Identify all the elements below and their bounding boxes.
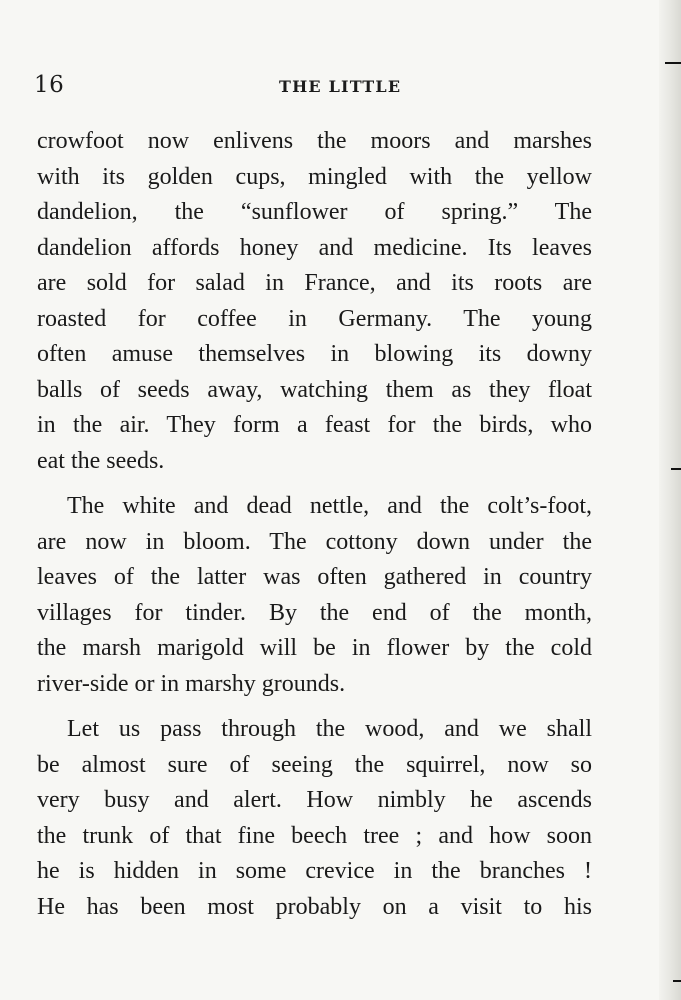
text-line: crowfoot now enlivens the moors and marshes [37,128,592,154]
text-line: Let us pass through the wood, and we shall [67,716,592,742]
text-line: he is hidden in some crevice in the branches ! [37,858,592,884]
text-line: dandelion, the “sunflower of spring.” The [37,199,592,225]
edge-mark [671,468,681,470]
running-head: THE LITTLE [279,77,402,96]
paragraph [37,489,592,702]
text-line: are sold for salad in France, and its roots are [37,270,592,296]
text-line: balls of seeds away, watching them as they float [37,376,592,403]
text-line: with its golden cups, mingled with the yellow [37,163,592,190]
page-number: 16 [34,72,65,98]
text-line: leaves of the latter was often gathered in country [37,564,592,590]
text-line: roasted for coffee in Germany. The young [37,305,592,332]
text-line: eat the seeds. [37,447,165,474]
page-header [34,72,594,102]
page-edge [659,0,681,1000]
text-line: in the air. They form a feast for the birds, who [37,412,592,438]
paragraph [37,712,592,925]
text-line: are now in bloom. The cottony down under the [37,528,592,555]
text-line: He has been most probably on a visit to his [37,893,592,920]
text-line: dandelion affords honey and medicine. Its leaves [37,234,592,261]
body-text [37,124,592,925]
text-line: villages for tinder. By the end of the month, [37,599,592,626]
text-line: often amuse themselves in blowing its downy [37,341,592,367]
text-line: be almost sure of seeing the squirrel, now so [37,751,592,778]
text-line: The white and dead nettle, and the colt’s-foot, [67,493,592,519]
text-line: the marsh marigold will be in flower by the cold [37,635,592,661]
edge-mark [673,980,681,982]
paragraph [37,124,592,479]
edge-mark [665,62,681,64]
text-line: very busy and alert. How nimbly he ascends [37,787,592,813]
text-line: river-side or in marshy grounds. [37,670,346,697]
text-line: the trunk of that fine beech tree ; and how soon [37,822,592,849]
